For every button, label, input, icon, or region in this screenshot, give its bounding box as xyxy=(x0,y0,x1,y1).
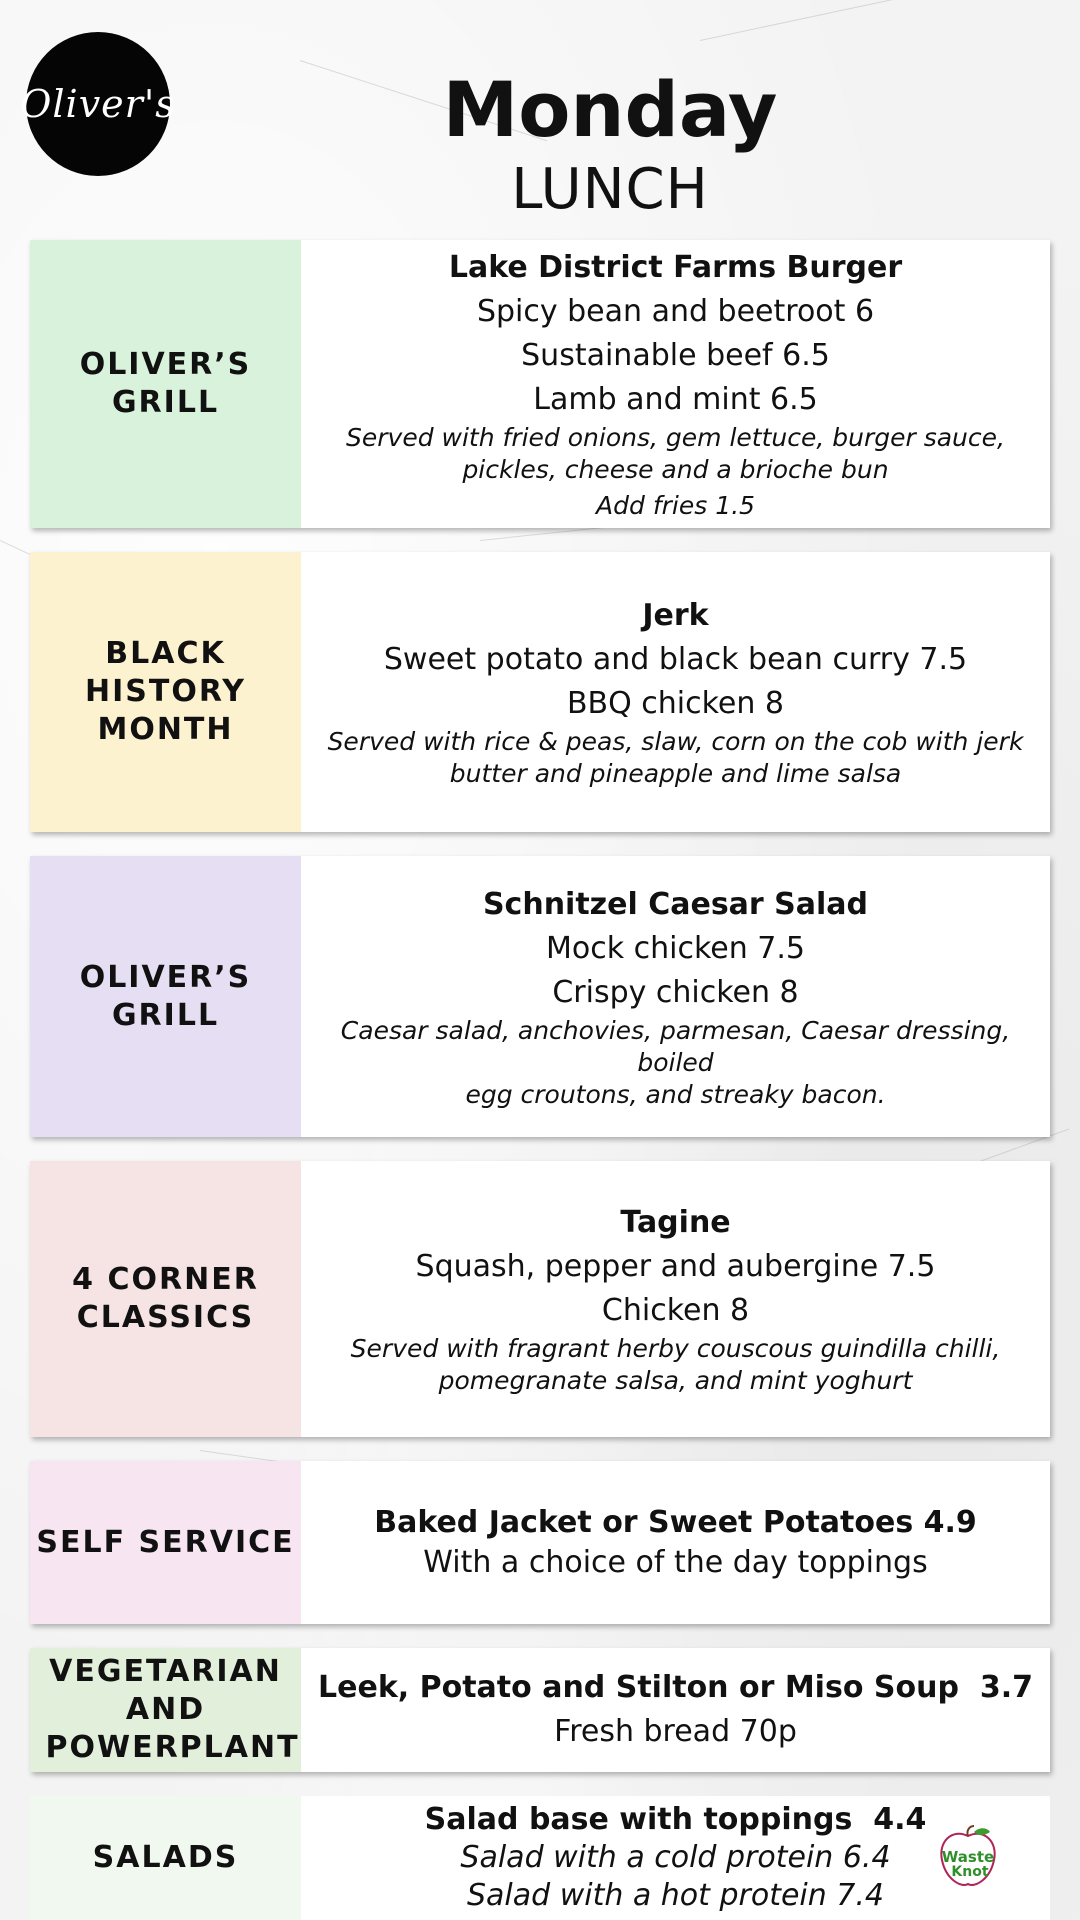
section-label-text: SALADS xyxy=(92,1840,239,1875)
section-label-text: OLIVER’S GRILL xyxy=(79,347,252,420)
svg-text:Waste: Waste xyxy=(941,1848,995,1866)
dish-option: Chicken 8 xyxy=(601,1293,750,1328)
svg-text:Knot: Knot xyxy=(951,1864,989,1880)
waste-knot-logo-icon xyxy=(934,1824,1002,1892)
dish-description: Caesar salad, anchovies, parmesan, Caesar dressing, boiled xyxy=(340,1015,1011,1077)
dish-title: Salad base with toppings 4.4 xyxy=(424,1802,927,1837)
section-label-text: BLACK HISTORY MONTH xyxy=(84,636,247,747)
section-body xyxy=(301,240,1050,528)
dish-option: Salad with a hot protein 7.4 xyxy=(466,1878,885,1913)
section-label-text: SELF SERVICE xyxy=(36,1524,295,1560)
dish-extra: Add fries 1.5 xyxy=(596,491,755,520)
dish-option: Fresh bread 70p xyxy=(554,1714,797,1749)
dish-description: pickles, cheese and a brioche bun xyxy=(462,455,889,484)
dish-description: Served with fragrant herby couscous guindilla chilli, xyxy=(350,1334,1001,1363)
section-body xyxy=(301,1648,1050,1772)
section-label xyxy=(30,1161,301,1437)
dish-option: Sustainable beef 6.5 xyxy=(521,338,830,373)
section-label xyxy=(30,1796,301,1920)
section-label xyxy=(30,856,301,1137)
menu-section-self-service xyxy=(30,1461,1050,1624)
menu-section-vegetarian-powerplant xyxy=(30,1648,1050,1772)
menu-section-olivers-grill-schnitzel xyxy=(30,856,1050,1137)
dish-option: Spicy bean and beetroot 6 xyxy=(476,294,875,329)
dish-title: Schnitzel Caesar Salad xyxy=(482,886,869,922)
section-label xyxy=(30,240,301,528)
menu-section-4-corner-classics xyxy=(30,1161,1050,1437)
dish-description: pomegranate salsa, and mint yoghurt xyxy=(438,1366,913,1395)
section-body xyxy=(301,1796,1050,1920)
dish-option: Lamb and mint 6.5 xyxy=(533,382,818,417)
menu-section-olivers-grill-burger xyxy=(30,240,1050,528)
dish-option: Mock chicken 7.5 xyxy=(546,930,805,966)
section-body xyxy=(301,856,1050,1137)
section-body xyxy=(301,1461,1050,1624)
logo-text: Oliver's xyxy=(20,82,176,126)
dish-title: Jerk xyxy=(642,598,709,633)
section-label-text: VEGETARIAN AND POWERPLANT xyxy=(45,1654,300,1765)
section-label xyxy=(30,552,301,832)
dish-title: Tagine xyxy=(620,1205,731,1240)
dish-title: Baked Jacket or Sweet Potatoes 4.9 xyxy=(374,1504,977,1540)
section-label-text: OLIVER’S GRILL xyxy=(79,959,252,1033)
dish-title: Lake District Farms Burger xyxy=(448,250,903,285)
dish-description: Served with fried onions, gem lettuce, burger sauce, xyxy=(346,423,1005,452)
dish-option: BBQ chicken 8 xyxy=(566,686,785,721)
dish-option: Sweet potato and black bean curry 7.5 xyxy=(383,642,968,677)
dish-option: Squash, pepper and aubergine 7.5 xyxy=(415,1249,936,1284)
dish-option: With a choice of the day toppings xyxy=(423,1544,928,1580)
dish-description: Served with rice & peas, slaw, corn on the cob with jerk xyxy=(327,727,1024,756)
dish-description: egg croutons, and streaky bacon. xyxy=(465,1079,886,1109)
page-title-day: Monday xyxy=(442,65,778,154)
section-body xyxy=(301,552,1050,832)
dish-title: Leek, Potato and Stilton or Miso Soup 3.7 xyxy=(318,1670,1033,1705)
dish-option: Crispy chicken 8 xyxy=(552,974,799,1010)
section-body xyxy=(301,1161,1050,1437)
section-label-text: 4 CORNER CLASSICS xyxy=(72,1262,259,1335)
section-label xyxy=(30,1461,301,1624)
page-title-meal: LUNCH xyxy=(511,157,709,222)
menu-section-black-history-month xyxy=(30,552,1050,832)
dish-description: butter and pineapple and lime salsa xyxy=(449,759,902,788)
menu-section-salads xyxy=(30,1796,1050,1920)
dish-option: Salad with a cold protein 6.4 xyxy=(460,1840,891,1875)
section-label xyxy=(30,1648,301,1772)
